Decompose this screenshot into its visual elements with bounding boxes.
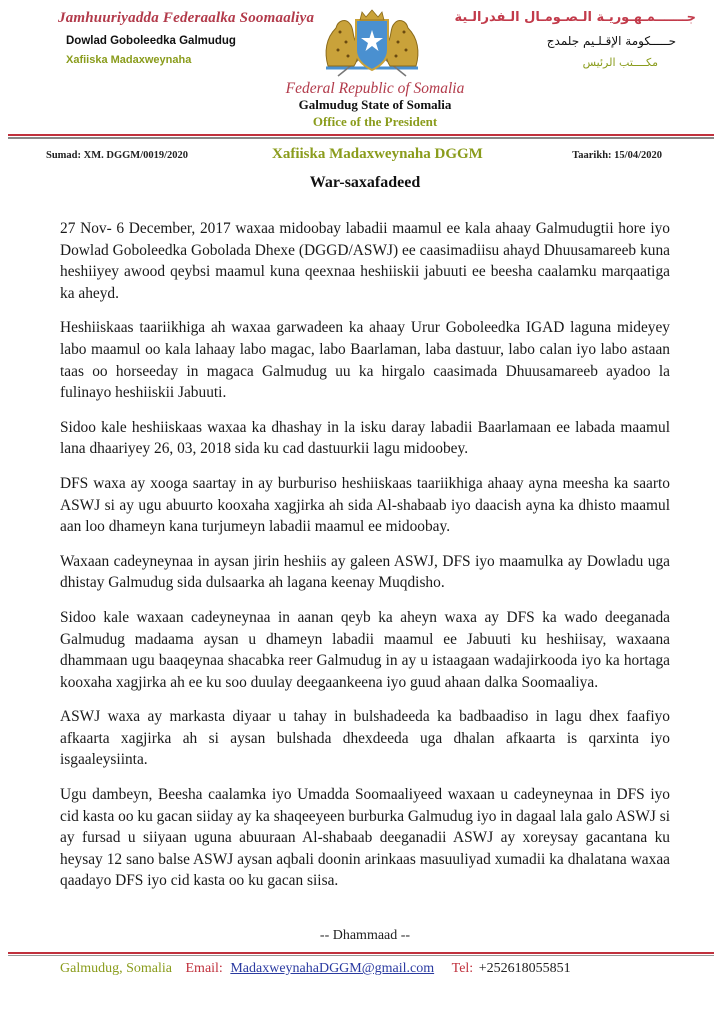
header-somali-office: Xafiiska Madaxweynaha bbox=[66, 54, 192, 66]
footer-tel-number: +252618055851 bbox=[478, 961, 571, 976]
paragraph-8: Ugu dambeyn, Beesha caalamka iyo Umadda Soomaaliyeed waxaan u cadeyneynaa in DFS iyo cid kasta oo ku gacan siiday ay ka shaqeeyeen burburka Galmudug iyo in dagaal lala galo ASWJ si ay fursad u siiyaan uguna abuuraan Al-shabaab deeganadii ASWJ ay xoreysay gacantana ku heysay 12 sano balse ASWJ aysan aqbali doonin arinkaas masuuliyad xumadii ka dhalatana waxaa qaadayo DFS iyo cid kasta oo ku gacan siisa. bbox=[60, 786, 670, 890]
office-title: Xafiiska Madaxweynaha DGGM bbox=[272, 146, 483, 162]
footer-email-link[interactable]: MadaxweynahaDGGM@gmail.com bbox=[230, 961, 435, 976]
paragraph-5: Waxaan cadeyneynaa in aysan jirin heshiis ay galeen ASWJ, DFS iyo maamulka ay Dowladu uga dhistay Galmudug sida dulsaarka ah lagana keenay Muqdisho. bbox=[60, 552, 670, 592]
document-closing: -- Dhammaad -- bbox=[319, 928, 411, 943]
footer-email-label: Email: bbox=[185, 961, 223, 976]
header-somali-state: Dowlad Goboleedka Galmudug bbox=[66, 35, 236, 47]
footer-location: Galmudug, Somalia bbox=[60, 961, 172, 976]
footer-divider-gray bbox=[8, 955, 714, 956]
header-arabic-office: مكــــتب الرئيس bbox=[582, 56, 658, 69]
paragraph-1: 27 Nov- 6 December, 2017 waxaa midoobay labadii maamul ee kala ahaay Galmudugtii hore iyo Dowlad Goboleedka Gobolada Dhexe (DGGD/ASWJ) ee caasimadiisu ahayd Dhuusamareeb kuna heshiiyey awood qeybsi maamul kuna qeexnaa heshiiskii jabuuti ee beesha caalamku marqaatiga ka aheyd. bbox=[60, 220, 670, 302]
somalia-coat-of-arms-icon bbox=[308, 6, 436, 80]
document-date: Taarikh: 15/04/2020 bbox=[572, 150, 662, 161]
paragraph-6: Sidoo kale waxaan cadeyneynaa in aanan qeyb ka aheyn waxa ay DFS ka wado deeganada Galmudug madaama aysan u dhameyn labadii maamul ee Jabuuti ku heshiisay, waxaana dhammaan ugu baaqeynaa shacabka reer Galmudug in ay u istaagaan wadajirkooda iyo ka hortaga kooxaha xagjirka ah ee ku soo duulay deegaankeena iyo guud ahaan dalka Soomaaliya. bbox=[60, 608, 670, 691]
header-divider-red bbox=[8, 134, 714, 136]
reference-number: Sumad: XM. DGGM/0019/2020 bbox=[46, 150, 189, 161]
document-title: War-saxafadeed bbox=[309, 174, 421, 191]
paragraph-3: Sidoo kale heshiiskaas waxaa ka dhashay in la isku daray labadii Baarlamaan ee labada maamul lana dhaariyey 26, 03, 2018 sida ku cad dastuurkii lagu midoobey. bbox=[60, 418, 670, 458]
paragraph-7: ASWJ waxa ay markasta diyaar u tahay in bulshadeeda ka badbaadiso in lagu dhex faafiyo afkaarta xagjirka ah si aysan bulshada dhexdeeda uga dhalan afkaarta is qarxinta iyo isgaaleysiinta. bbox=[60, 708, 670, 769]
paragraph-2: Heshiiskaas taariikhiga ah waxaa garwadeen ka ahaay Urur Goboleedka IGAD laguna mideyey labo maamul oo kala lahaay labo magac, labo Baarlaman, laba dastuur, labo calan iyo labo astaan taas oo horseeday in magaca Galmudug uu ka hirgalo caasimada Dhuusamareeb ayadoo la fulinayo heshiiskii Jabuuti. bbox=[60, 319, 670, 402]
header-state-name: Galmudug State of Somalia bbox=[298, 97, 452, 112]
footer-contact bbox=[60, 961, 571, 977]
footer-tel-label: Tel: bbox=[451, 961, 474, 976]
header-arabic-country: جـــــــمـهـوريـة الـصـومـال الـفدرالـية bbox=[454, 10, 696, 25]
header-arabic-state: حـــــكومة الإقـلـيم جلمدج bbox=[546, 34, 676, 48]
header-divider-gray bbox=[8, 137, 714, 139]
document-body bbox=[60, 218, 670, 905]
footer-divider-red bbox=[8, 952, 714, 954]
header-office-name: Office of the President bbox=[312, 114, 438, 129]
paragraph-4: DFS waxa ay xooga saartay in ay burburiso heshiiskaas taariikhiga ahaay ayna meesha ka saarto ASWJ si ay ugu abuurto kooxaha xagjirka ah sida Al-shabaab iyo daacish ayna ka dhisto maamul aan loo dhameyn kana turjumeyn labadii maamul ee midoobay. bbox=[60, 474, 670, 536]
header-federal-republic: Federal Republic of Somalia bbox=[285, 80, 465, 97]
header-somali-country: Jamhuuriyadda Federaalka Soomaaliya bbox=[58, 10, 315, 26]
